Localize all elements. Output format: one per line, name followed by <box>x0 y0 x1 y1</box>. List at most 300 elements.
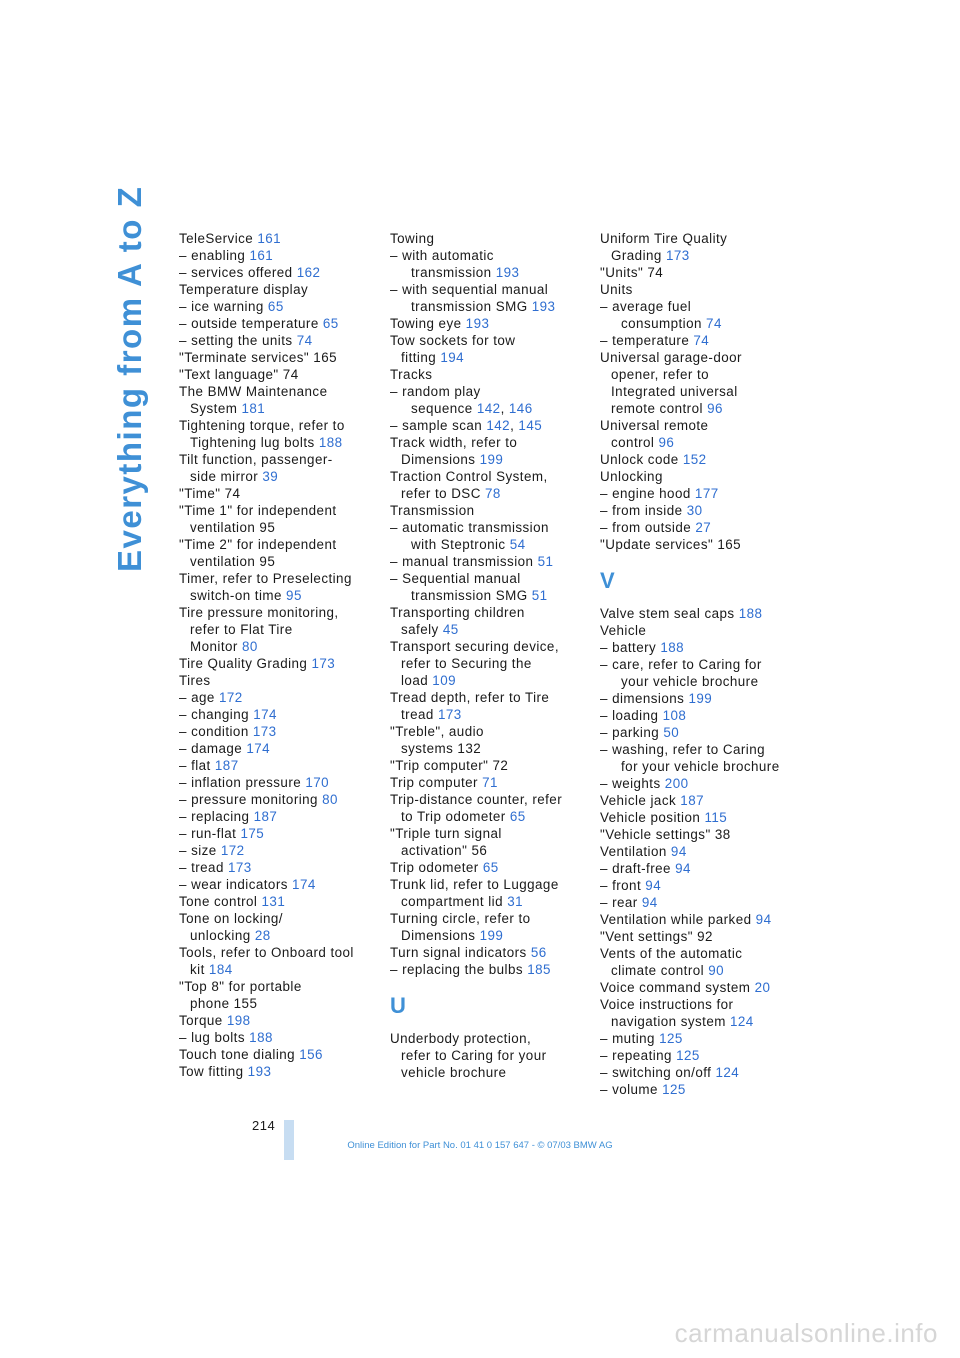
index-entry <box>600 264 800 281</box>
page-reference-link[interactable]: 174 <box>253 707 277 722</box>
entry-term: "Text language" 74 <box>179 367 299 382</box>
index-column-2 <box>390 230 590 1081</box>
entry-term: – dimensions <box>600 691 689 706</box>
entry-term: "Triple turn signal activation" 56 <box>390 826 502 858</box>
entry-term: Torque <box>179 1013 227 1028</box>
index-subentry <box>390 281 590 315</box>
page-reference-link[interactable]: 71 <box>482 775 498 790</box>
entry-term: Voice command system <box>600 980 755 995</box>
entry-term: Traction Control System, refer to DSC <box>390 469 548 501</box>
index-entry <box>600 605 800 622</box>
entry-term: Transmission <box>390 503 475 518</box>
entry-term: Uniform Tire Quality Grading <box>600 231 728 263</box>
page-reference-link[interactable]: 172 <box>218 690 243 705</box>
index-entry <box>179 502 379 536</box>
entry-term: Tire pressure monitoring, refer to Flat Tire Monitor <box>179 605 339 654</box>
index-entry <box>390 468 590 502</box>
page-reference-link[interactable]: 199 <box>479 452 504 467</box>
index-subentry <box>390 553 590 570</box>
page-reference-link[interactable]: 161 <box>249 248 274 263</box>
page-reference-link[interactable]: 177 <box>694 486 719 501</box>
page-reference-link[interactable]: 188 <box>660 640 685 655</box>
index-entry <box>179 944 379 978</box>
page-reference-link[interactable]: 39 <box>262 469 279 484</box>
index-subentry <box>600 298 800 332</box>
index-entry <box>179 893 379 910</box>
entry-term: "Units" 74 <box>600 265 664 280</box>
page-reference-link[interactable]: 95 <box>286 588 302 603</box>
entry-term: Turning circle, refer to Dimensions <box>390 911 531 943</box>
index-entry <box>600 826 800 843</box>
page-reference-link[interactable]: 173 <box>665 248 690 263</box>
entry-term: The BMW Maintenance System <box>179 384 328 416</box>
entry-term: – replacing <box>179 809 254 824</box>
index-subentry <box>600 1047 800 1064</box>
entry-term: Trunk lid, refer to Luggage compartment lid <box>390 877 559 909</box>
entry-term: – switching on/off <box>600 1065 716 1080</box>
index-entry <box>600 792 800 809</box>
index-entry <box>600 451 800 468</box>
entry-term: – pressure monitoring <box>179 792 323 807</box>
page-reference-link[interactable]: 65 <box>267 299 284 314</box>
entry-term: Touch tone dialing <box>179 1047 300 1062</box>
index-subentry <box>390 519 590 553</box>
entry-term: – temperature <box>600 333 694 348</box>
index-entry <box>390 859 590 876</box>
entry-term: Tracks <box>390 367 433 382</box>
page-reference-link[interactable]: 194 <box>440 350 465 365</box>
page-reference-link[interactable]: 162 <box>296 265 321 280</box>
index-subentry <box>600 485 800 502</box>
entry-term: Turn signal indicators <box>390 945 531 960</box>
entry-term: Temperature display <box>179 282 309 297</box>
entry-term: Tilt function, passenger- side mirror <box>179 452 333 484</box>
index-entry <box>600 281 800 298</box>
index-entry <box>390 723 590 757</box>
index-subentry <box>600 690 800 707</box>
index-subentry <box>179 842 379 859</box>
entry-term: – loading <box>600 708 663 723</box>
page-reference-link[interactable]: 28 <box>254 928 271 943</box>
index-subentry <box>600 1081 800 1098</box>
page-reference-link[interactable]: 94 <box>645 878 662 893</box>
page-reference-link[interactable]: 124 <box>715 1065 740 1080</box>
index-subentry <box>600 894 800 911</box>
page-reference-link[interactable]: 56 <box>530 945 547 960</box>
index-subentry <box>179 264 379 281</box>
entry-term: – engine hood <box>600 486 695 501</box>
entry-term: – battery <box>600 640 661 655</box>
index-entry <box>179 1063 379 1080</box>
side-section-title: Everything from A to Z <box>111 185 148 572</box>
entry-term: Tires <box>179 673 211 688</box>
entry-term: Ventilation <box>600 844 671 859</box>
entry-term: "Time 1" for independent ventilation 95 <box>179 503 337 535</box>
entry-separator: , <box>500 401 509 416</box>
page-reference-link[interactable]: 173 <box>311 656 336 671</box>
page-reference-link[interactable]: 187 <box>214 758 239 773</box>
entry-term: – from inside <box>600 503 687 518</box>
entry-term: Tow sockets for tow fitting <box>390 333 516 365</box>
entry-term: "Time 2" for independent ventilation 95 <box>179 537 337 569</box>
index-entry <box>600 809 800 826</box>
index-entry <box>179 366 379 383</box>
page-reference-link[interactable]: 198 <box>226 1013 251 1028</box>
index-letter-heading: V <box>600 568 615 593</box>
index-entry <box>179 417 379 451</box>
footer-edition-note: Online Edition for Part No. 01 41 0 157 647 - © 07/03 BMW AG <box>347 1140 613 1151</box>
page-reference-link[interactable]: 187 <box>680 793 704 808</box>
entry-term: – services offered <box>179 265 297 280</box>
entry-term: – care, refer to Caring for your vehicle brochure <box>600 657 762 689</box>
page-reference-link[interactable]: 94 <box>641 895 658 910</box>
entry-term: Universal garage-door opener, refer to Integrated universal remote control <box>600 350 742 416</box>
index-column-1 <box>179 230 379 1080</box>
page-reference-link[interactable]: 175 <box>240 826 265 841</box>
index-subentry <box>179 808 379 825</box>
entry-term: – weights <box>600 776 665 791</box>
index-subentry <box>179 825 379 842</box>
entry-term: – manual transmission <box>390 554 538 569</box>
index-entry <box>179 1046 379 1063</box>
index-subentry <box>600 860 800 877</box>
page-reference-link[interactable]: 125 <box>662 1082 686 1097</box>
entry-term: Towing eye <box>390 316 466 331</box>
entry-term: "Update services" 165 <box>600 537 742 552</box>
page-reference-link[interactable]: 142 <box>476 401 501 416</box>
index-entry <box>600 417 800 451</box>
page-reference-link[interactable]: 51 <box>531 588 548 603</box>
page-reference-link[interactable]: 50 <box>663 725 680 740</box>
index-letter-heading: U <box>390 993 406 1018</box>
index-subentry <box>179 740 379 757</box>
page-reference-link[interactable]: 193 <box>531 299 556 314</box>
index-entry <box>600 979 800 996</box>
page-reference-link[interactable]: 30 <box>686 503 703 518</box>
index-subentry <box>179 757 379 774</box>
page-reference-link[interactable]: 199 <box>688 691 713 706</box>
page-reference-link[interactable]: 161 <box>257 231 282 246</box>
entry-term: – flat <box>179 758 215 773</box>
page-reference-link[interactable]: 174 <box>246 741 271 756</box>
index-entry <box>390 366 590 383</box>
entry-term: – automatic transmission with Steptronic <box>390 520 549 552</box>
page-reference-link[interactable]: 65 <box>482 860 499 875</box>
page-reference-link[interactable]: 193 <box>495 265 520 280</box>
index-subentry <box>600 656 800 690</box>
page-reference-link[interactable]: 187 <box>253 809 278 824</box>
entry-term: – washing, refer to Caring for your vehicle brochure <box>600 742 780 774</box>
entry-term: Trip-distance counter, refer to Trip odometer <box>390 792 563 824</box>
page-reference-link[interactable]: 51 <box>537 554 554 569</box>
page-reference-link[interactable]: 74 <box>706 316 722 331</box>
entry-term: Unlock code <box>600 452 683 467</box>
index-subentry <box>390 383 590 417</box>
index-entry <box>390 910 590 944</box>
page-reference-link[interactable]: 131 <box>261 894 286 909</box>
index-subentry <box>179 774 379 791</box>
entry-term: Vents of the automatic climate control <box>600 946 743 978</box>
entry-term: Vehicle position <box>600 810 705 825</box>
index-entry <box>179 655 379 672</box>
page-reference-link[interactable]: 172 <box>220 843 245 858</box>
index-subentry <box>179 689 379 706</box>
entry-term: – sample scan <box>390 418 487 433</box>
index-subentry <box>600 639 800 656</box>
entry-term: Tightening torque, refer to Tightening lug bolts <box>179 418 345 450</box>
page-reference-link[interactable]: 54 <box>509 537 526 552</box>
entry-term: "Vent settings" 92 <box>600 929 713 944</box>
index-entry <box>179 910 379 944</box>
index-subentry <box>600 741 800 775</box>
page-reference-link[interactable]: 45 <box>442 622 459 637</box>
entry-term: "Trip computer" 72 <box>390 758 509 773</box>
entry-term: Trip computer <box>390 775 483 790</box>
entry-term: – with automatic transmission <box>390 248 496 280</box>
entry-term: TeleService <box>179 231 258 246</box>
entry-term: Tone on locking/ unlocking <box>179 911 283 943</box>
entry-term: Units <box>600 282 633 297</box>
entry-term: – condition <box>179 724 253 739</box>
entry-term: Unlocking <box>600 469 663 484</box>
index-subentry <box>600 775 800 792</box>
index-entry <box>390 332 590 366</box>
entry-term: – front <box>600 878 646 893</box>
index-entry <box>390 757 590 774</box>
page-reference-link[interactable]: 115 <box>704 810 728 825</box>
entry-term: – with sequential manual transmission SMG <box>390 282 549 314</box>
entry-term: Track width, refer to Dimensions <box>390 435 518 467</box>
index-entry <box>179 672 379 689</box>
page-reference-link[interactable]: 108 <box>662 708 687 723</box>
page-reference-link[interactable]: 94 <box>675 861 691 876</box>
index-subentry <box>179 1029 379 1046</box>
index-subentry <box>600 707 800 724</box>
index-entry <box>179 604 379 655</box>
entry-term: – changing <box>179 707 254 722</box>
entry-term: – average fuel consumption <box>600 299 707 331</box>
page-reference-link[interactable]: 20 <box>754 980 771 995</box>
index-entry <box>390 230 590 247</box>
entry-term: – outside temperature <box>179 316 323 331</box>
index-entry <box>390 876 590 910</box>
entry-term: – Sequential manual transmission SMG <box>390 571 532 603</box>
index-subentry <box>600 1030 800 1047</box>
page-reference-link[interactable]: 185 <box>527 962 551 977</box>
index-entry <box>179 383 379 417</box>
index-entry <box>600 230 800 264</box>
index-entry <box>390 502 590 519</box>
entry-term: "Treble", audio systems 132 <box>390 724 484 756</box>
index-subentry <box>179 876 379 893</box>
index-subentry <box>600 519 800 536</box>
index-entry <box>600 843 800 860</box>
page-reference-link[interactable]: 146 <box>508 401 533 416</box>
entry-term: "Time" 74 <box>179 486 241 501</box>
page-reference-link[interactable]: 74 <box>693 333 710 348</box>
index-subentry <box>179 315 379 332</box>
index-column-3 <box>600 230 800 1098</box>
entry-term: – parking <box>600 725 664 740</box>
page-reference-link[interactable]: 173 <box>228 860 252 875</box>
index-entry <box>600 468 800 485</box>
entry-term: Tow fitting <box>179 1064 248 1079</box>
page-reference-link[interactable]: 193 <box>465 316 490 331</box>
entry-term: Vehicle <box>600 623 647 638</box>
index-entry <box>390 825 590 859</box>
page-reference-link[interactable]: 174 <box>292 877 316 892</box>
index-entry <box>600 622 800 639</box>
index-subentry <box>600 332 800 349</box>
page-reference-link[interactable]: 90 <box>708 963 725 978</box>
index-entry <box>179 349 379 366</box>
entry-term: Towing <box>390 231 435 246</box>
index-subentry <box>179 332 379 349</box>
index-subentry <box>390 247 590 281</box>
index-entry <box>390 689 590 723</box>
index-entry <box>390 604 590 638</box>
index-subentry <box>179 859 379 876</box>
index-entry <box>390 638 590 689</box>
entry-term: – muting <box>600 1031 660 1046</box>
index-entry <box>179 536 379 570</box>
page-reference-link[interactable]: 125 <box>676 1048 700 1063</box>
page-reference-link[interactable]: 170 <box>305 775 330 790</box>
entry-term: Ventilation while parked <box>600 912 756 927</box>
page-reference-link[interactable]: 31 <box>507 894 523 909</box>
index-entry <box>600 349 800 417</box>
index-entry <box>179 451 379 485</box>
entry-term: Transporting children safely <box>390 605 525 637</box>
index-subentry <box>179 723 379 740</box>
entry-term: Tire Quality Grading <box>179 656 312 671</box>
index-subentry <box>390 961 590 978</box>
page-reference-link[interactable]: 74 <box>296 333 313 348</box>
page-reference-link[interactable]: 78 <box>484 486 501 501</box>
entry-term: – wear indicators <box>179 877 293 892</box>
page-reference-link[interactable]: 193 <box>247 1064 272 1079</box>
entry-term: Voice instructions for navigation system <box>600 997 734 1029</box>
page-reference-link[interactable]: 188 <box>249 1030 273 1045</box>
index-subentry <box>179 247 379 264</box>
entry-term: – from outside <box>600 520 696 535</box>
site-watermark: carmanualsonline.info <box>674 1318 938 1348</box>
entry-term: – ice warning <box>179 299 268 314</box>
entry-term: – run-flat <box>179 826 241 841</box>
index-entry <box>390 1030 590 1081</box>
index-entry <box>390 774 590 791</box>
page-reference-link[interactable]: 173 <box>437 707 462 722</box>
page-number: 214 <box>252 1118 276 1133</box>
index-entry <box>179 281 379 298</box>
entry-term: Valve stem seal caps <box>600 606 739 621</box>
index-entry <box>600 911 800 928</box>
entry-term: Tools, refer to Onboard tool kit <box>179 945 354 977</box>
index-entry <box>600 996 800 1030</box>
page-reference-link[interactable]: 96 <box>658 435 675 450</box>
index-entry <box>179 978 379 1012</box>
page-reference-link[interactable]: 65 <box>322 316 339 331</box>
page-reference-link[interactable]: 80 <box>322 792 338 807</box>
page-reference-link[interactable]: 184 <box>208 962 233 977</box>
entry-term: – enabling <box>179 248 250 263</box>
index-subentry <box>390 570 590 604</box>
entry-term: Underbody protection, refer to Caring for your vehicle brochure <box>390 1031 547 1080</box>
index-entry <box>600 536 800 553</box>
index-entry <box>600 945 800 979</box>
entry-term: Timer, refer to Preselecting switch-on time <box>179 571 352 603</box>
page-reference-link[interactable]: 142 <box>486 418 511 433</box>
page-reference-link[interactable]: 152 <box>682 452 707 467</box>
index-subentry <box>600 877 800 894</box>
index-subentry <box>390 417 590 434</box>
index-entry <box>179 485 379 502</box>
page-reference-link[interactable]: 156 <box>299 1047 323 1062</box>
index-entry <box>179 230 379 247</box>
page-reference-link[interactable]: 200 <box>664 776 689 791</box>
page-reference-link[interactable]: 199 <box>479 928 504 943</box>
entry-term: – repeating <box>600 1048 677 1063</box>
entry-term: – draft-free <box>600 861 676 876</box>
page-reference-link[interactable]: 109 <box>432 673 456 688</box>
entry-term: – replacing the bulbs <box>390 962 528 977</box>
entry-term: "Top 8" for portable phone 155 <box>179 979 302 1011</box>
entry-term: "Terminate services" 165 <box>179 350 337 365</box>
entry-term: Trip odometer <box>390 860 483 875</box>
entry-term: – random play sequence <box>390 384 481 416</box>
index-subentry <box>179 706 379 723</box>
page-reference-link[interactable]: 96 <box>707 401 723 416</box>
page-reference-link[interactable]: 173 <box>252 724 277 739</box>
page-reference-link[interactable]: 181 <box>241 401 266 416</box>
page-reference-link[interactable]: 94 <box>755 912 772 927</box>
page-reference-link[interactable]: 80 <box>241 639 258 654</box>
page-reference-link[interactable]: 124 <box>730 1014 754 1029</box>
entry-term: – age <box>179 690 219 705</box>
entry-term: Transport securing device, refer to Securing the load <box>390 639 559 688</box>
entry-term: – rear <box>600 895 642 910</box>
index-subentry <box>179 791 379 808</box>
page-reference-link[interactable]: 145 <box>518 418 543 433</box>
entry-term: – damage <box>179 741 247 756</box>
page-reference-link[interactable]: 125 <box>659 1031 683 1046</box>
index-entry <box>390 315 590 332</box>
index-entry <box>179 1012 379 1029</box>
entry-separator: , <box>510 418 519 433</box>
page-reference-link[interactable]: 65 <box>509 809 526 824</box>
index-entry <box>179 570 379 604</box>
index-subentry <box>600 502 800 519</box>
index-subentry <box>600 1064 800 1081</box>
index-subentry <box>600 724 800 741</box>
entry-term: Universal remote control <box>600 418 709 450</box>
page-reference-link[interactable]: 94 <box>670 844 687 859</box>
index-entry <box>390 434 590 468</box>
index-entry <box>600 928 800 945</box>
entry-term: – inflation pressure <box>179 775 306 790</box>
entry-term: – volume <box>600 1082 663 1097</box>
entry-term: Tread depth, refer to Tire tread <box>390 690 550 722</box>
page-reference-link[interactable]: 188 <box>318 435 343 450</box>
page-reference-link[interactable]: 188 <box>738 606 763 621</box>
entry-term: "Vehicle settings" 38 <box>600 827 731 842</box>
entry-term: – tread <box>179 860 229 875</box>
page-reference-link[interactable]: 27 <box>695 520 712 535</box>
index-subentry <box>179 298 379 315</box>
index-entry <box>390 944 590 961</box>
entry-term: – lug bolts <box>179 1030 250 1045</box>
entry-term: – size <box>179 843 221 858</box>
